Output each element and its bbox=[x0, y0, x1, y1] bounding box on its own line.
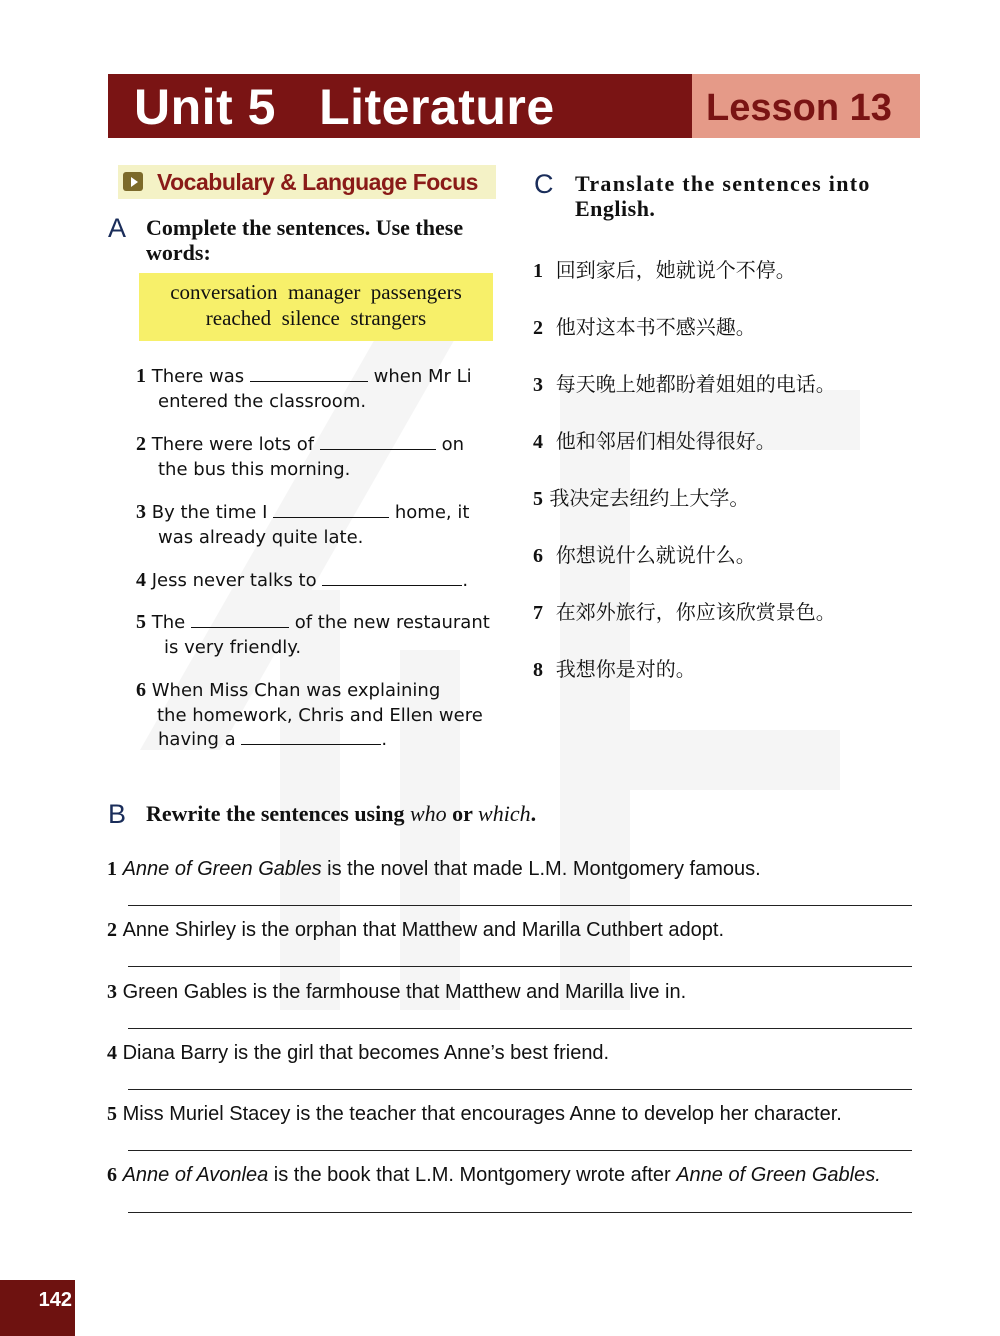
section-c-instruction-1: Translate the sentences into bbox=[575, 171, 871, 196]
b-item-number: 2 bbox=[107, 919, 117, 941]
page-number: 142 bbox=[38, 1289, 72, 1311]
answer-line[interactable] bbox=[128, 966, 912, 967]
answer-line[interactable] bbox=[128, 1028, 912, 1029]
b-item-text: Anne Shirley is the orphan that Matthew and Marilla Cuthbert adopt. bbox=[122, 919, 725, 941]
a-item-text: home, it bbox=[394, 502, 470, 523]
a-item-number: 4 bbox=[136, 569, 146, 591]
a-item-2-cont: the bus this morning. bbox=[158, 459, 351, 480]
a-item-6-cont-2 bbox=[158, 727, 387, 753]
c-item-2 bbox=[533, 313, 756, 342]
word-bank-line-1: conversation manager passengers bbox=[170, 280, 462, 304]
a-item-6 bbox=[136, 677, 440, 704]
b-item-italic-end: Anne of Green Gables. bbox=[676, 1164, 881, 1186]
answer-line[interactable] bbox=[128, 1212, 912, 1213]
a-item-3 bbox=[136, 499, 469, 526]
c-item-text: 回到家后，她就说个不停。 bbox=[555, 258, 796, 282]
b-item-2 bbox=[107, 917, 724, 943]
b-item-number: 3 bbox=[107, 981, 117, 1003]
a-item-text: The bbox=[151, 612, 186, 633]
instruction-text: Rewrite the sentences using bbox=[146, 801, 410, 826]
a-item-text: . bbox=[462, 570, 469, 591]
answer-blank[interactable] bbox=[191, 611, 289, 628]
c-item-number: 8 bbox=[533, 659, 543, 681]
answer-blank[interactable] bbox=[241, 728, 381, 745]
a-item-text: Jess never talks to bbox=[151, 570, 317, 591]
a-item-1 bbox=[136, 363, 472, 390]
c-item-number: 7 bbox=[533, 602, 543, 624]
a-item-number: 2 bbox=[136, 433, 146, 455]
c-item-text: 每天晚上她都盼着姐姐的电话。 bbox=[555, 372, 836, 396]
b-item-number: 1 bbox=[107, 858, 117, 880]
b-item-text: is the novel that made L.M. Montgomery famous. bbox=[321, 858, 761, 880]
b-item-italic: Anne of Avonlea bbox=[122, 1164, 269, 1186]
a-item-text: . bbox=[381, 729, 388, 750]
b-item-3 bbox=[107, 979, 686, 1005]
a-item-1-cont: entered the classroom. bbox=[158, 391, 367, 412]
b-item-number: 5 bbox=[107, 1103, 117, 1125]
section-a-letter: A bbox=[108, 213, 127, 243]
b-item-5 bbox=[107, 1101, 842, 1127]
section-a-instruction-2: words: bbox=[146, 240, 211, 265]
a-item-text: having a bbox=[158, 729, 236, 750]
c-item-3 bbox=[533, 370, 836, 399]
a-item-2 bbox=[136, 431, 464, 458]
instruction-or: or bbox=[446, 801, 479, 826]
answer-blank[interactable] bbox=[322, 569, 462, 586]
instruction-end: . bbox=[530, 801, 537, 826]
a-item-5-cont: is very friendly. bbox=[164, 637, 302, 658]
a-item-number: 3 bbox=[136, 501, 146, 523]
section-b-instruction bbox=[146, 801, 536, 826]
instruction-which: which bbox=[478, 801, 531, 826]
a-item-number: 5 bbox=[136, 611, 146, 633]
instruction-who: who bbox=[409, 801, 447, 826]
c-item-text: 我决定去纽约上大学。 bbox=[549, 486, 750, 510]
a-item-text: By the time I bbox=[151, 502, 268, 523]
lesson-title: Lesson 13 bbox=[706, 87, 892, 129]
a-item-text: on bbox=[441, 434, 465, 455]
c-item-8 bbox=[533, 655, 696, 684]
a-item-number: 1 bbox=[136, 365, 146, 387]
answer-line[interactable] bbox=[128, 905, 912, 906]
a-item-number: 6 bbox=[136, 679, 146, 701]
a-item-text: of the new restaurant bbox=[294, 612, 490, 633]
answer-blank[interactable] bbox=[273, 501, 389, 518]
c-item-number: 3 bbox=[533, 374, 543, 396]
c-item-1 bbox=[533, 256, 796, 285]
b-item-italic: Anne of Green Gables bbox=[122, 858, 322, 880]
c-item-7 bbox=[533, 598, 836, 627]
answer-line[interactable] bbox=[128, 1089, 912, 1090]
answer-line[interactable] bbox=[128, 1150, 912, 1151]
c-item-text: 我想你是对的。 bbox=[555, 657, 696, 681]
word-bank-text bbox=[139, 279, 493, 331]
word-bank-line-2: reached silence strangers bbox=[205, 306, 427, 330]
answer-blank[interactable] bbox=[250, 365, 368, 382]
a-item-text: when Mr Li bbox=[373, 366, 472, 387]
answer-blank[interactable] bbox=[320, 433, 436, 450]
a-item-text: There was bbox=[151, 366, 245, 387]
section-b-letter: B bbox=[108, 799, 127, 829]
c-item-5 bbox=[533, 484, 749, 513]
section-a-instruction-1: Complete the sentences. Use these bbox=[146, 215, 464, 240]
c-item-6 bbox=[533, 541, 756, 570]
c-item-number: 2 bbox=[533, 317, 543, 339]
c-item-text: 在郊外旅行，你应该欣赏景色。 bbox=[555, 600, 836, 624]
b-item-number: 4 bbox=[107, 1042, 117, 1064]
a-item-5 bbox=[136, 609, 490, 636]
a-item-4 bbox=[136, 567, 468, 594]
b-item-text: Miss Muriel Stacey is the teacher that encourages Anne to develop her character. bbox=[122, 1103, 842, 1125]
a-item-6-cont: the homework, Chris and Ellen were bbox=[157, 705, 483, 726]
c-item-number: 1 bbox=[533, 260, 543, 282]
a-item-text: When Miss Chan was explaining bbox=[151, 680, 441, 701]
c-item-text: 他对这本书不感兴趣。 bbox=[555, 315, 756, 339]
b-item-4 bbox=[107, 1040, 609, 1066]
b-item-text: Green Gables is the farmhouse that Matthew and Marilla live in. bbox=[122, 981, 687, 1003]
unit-title: Unit 5 Literature bbox=[134, 79, 555, 135]
vocab-focus-label: Vocabulary & Language Focus bbox=[157, 169, 478, 195]
c-item-text: 你想说什么就说什么。 bbox=[555, 543, 756, 567]
a-item-3-cont: was already quite late. bbox=[158, 527, 364, 548]
b-item-1 bbox=[107, 856, 761, 882]
c-item-number: 6 bbox=[533, 545, 543, 567]
c-item-number: 5 bbox=[533, 488, 543, 510]
b-item-6 bbox=[107, 1162, 881, 1188]
section-c-instruction-2: English. bbox=[575, 196, 656, 221]
section-c-letter: C bbox=[534, 169, 554, 199]
b-item-text: is the book that L.M. Montgomery wrote after bbox=[268, 1164, 677, 1186]
a-item-text: There were lots of bbox=[151, 434, 315, 455]
b-item-text: Diana Barry is the girl that becomes Anne’s best friend. bbox=[122, 1042, 610, 1064]
c-item-number: 4 bbox=[533, 431, 543, 453]
play-icon-triangle bbox=[131, 177, 138, 187]
b-item-number: 6 bbox=[107, 1164, 117, 1186]
c-item-4 bbox=[533, 427, 776, 456]
c-item-text: 他和邻居们相处得很好。 bbox=[555, 429, 776, 453]
